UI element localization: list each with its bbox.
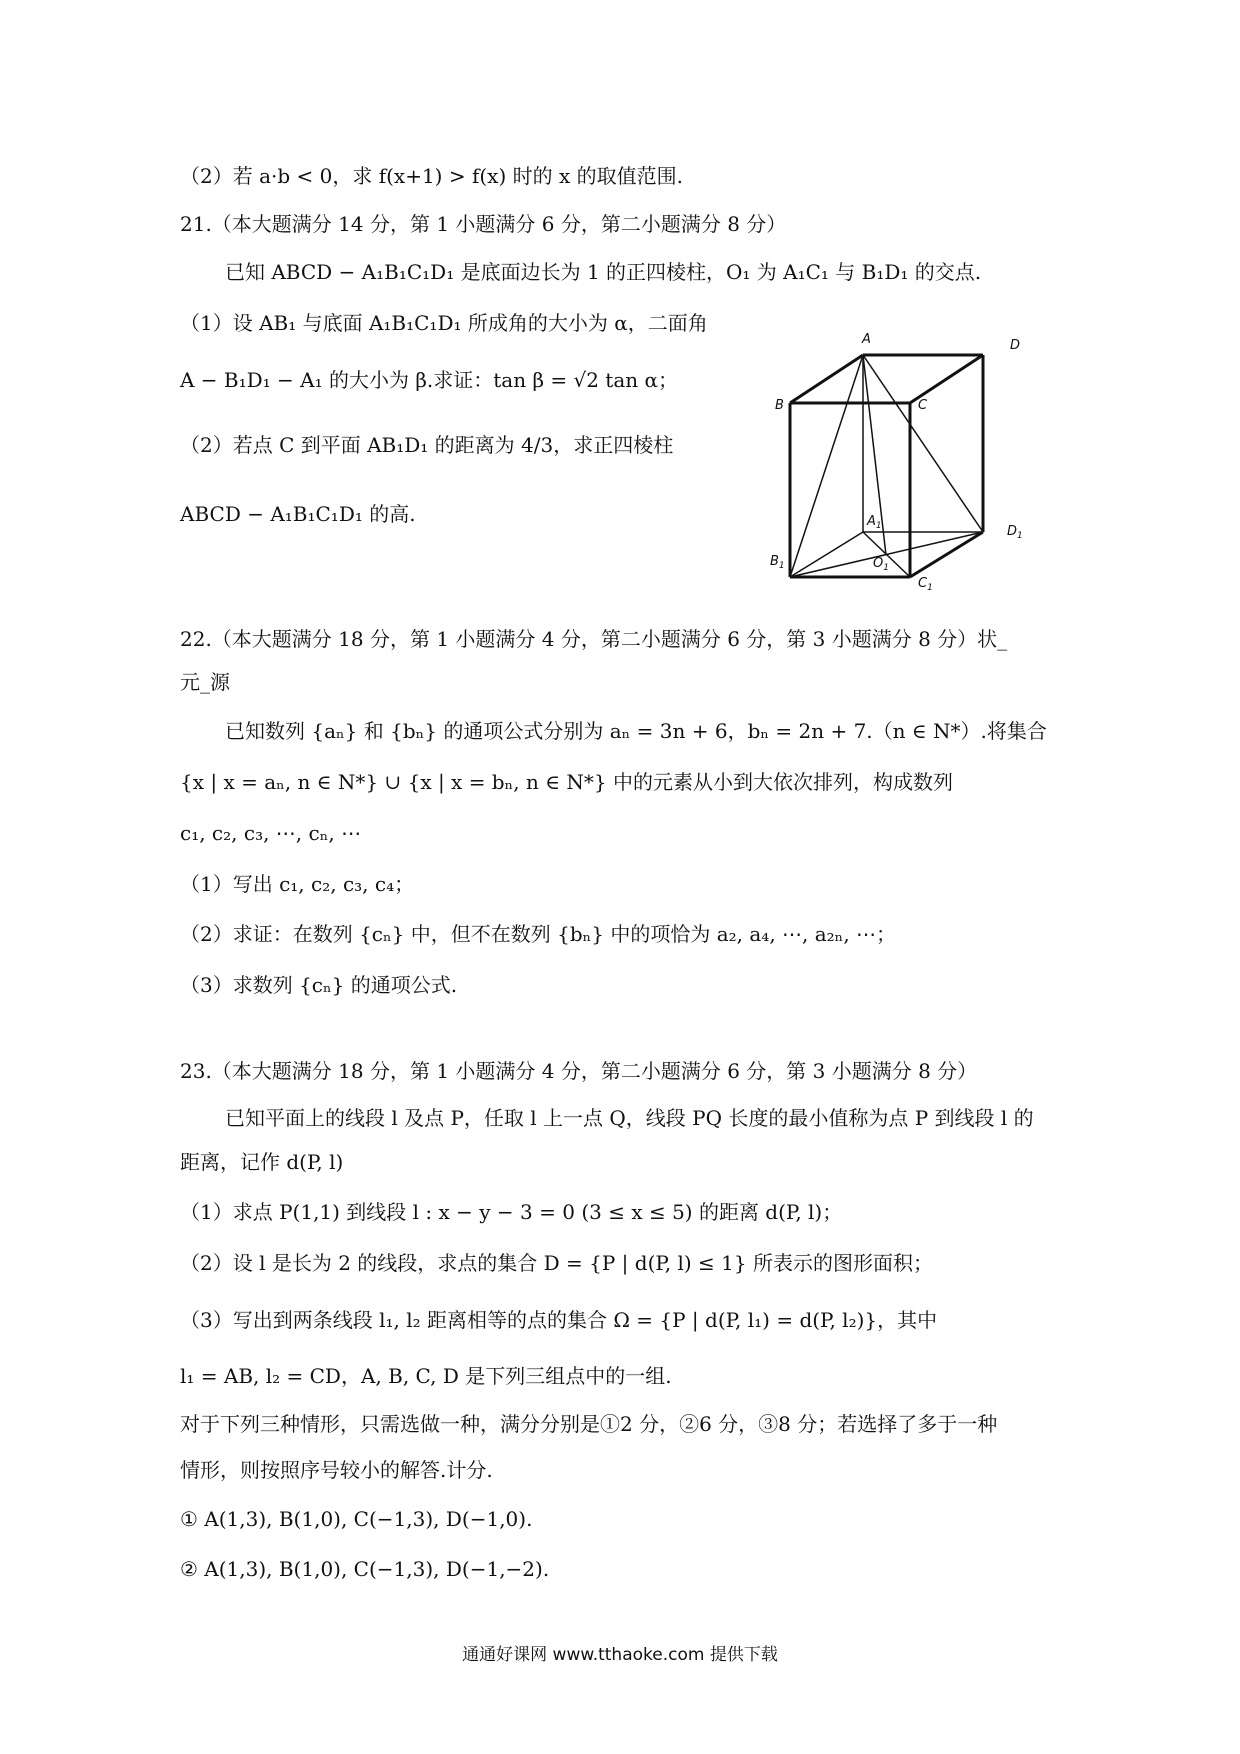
q22-stem-2: {x | x = aₙ, n ∈ N*} ∪ {x | x = bₙ, n ∈ N*} 中的元素从小到大依次排列，构成数列 bbox=[180, 770, 953, 794]
q22-part2: （2）求证：在数列 {cₙ} 中，但不在数列 {bₙ} 中的项恰为 a₂, a₄, ⋯, a₂ₙ, ⋯； bbox=[180, 922, 897, 946]
q23-stem-2: 距离，记作 d(P, l) bbox=[180, 1150, 344, 1174]
label-c1: $C_1$ bbox=[918, 576, 933, 593]
q23-stem-1: 已知平面上的线段 l 及点 P，任取 l 上一点 Q，线段 PQ 长度的最小值称为点 P 到线段 l 的 bbox=[225, 1106, 1034, 1130]
q22-part1: （1）写出 c₁, c₂, c₃, c₄； bbox=[180, 872, 415, 896]
q22-header: 22.（本大题满分 18 分，第 1 小题满分 4 分，第二小题满分 6 分，第 3 小题满分 8 分）状_ bbox=[180, 627, 1008, 651]
label-c: C bbox=[918, 398, 928, 413]
page-footer: 通通好课网 www.tthaoke.com 提供下载 bbox=[462, 1645, 778, 1665]
q21-header: 21.（本大题满分 14 分，第 1 小题满分 6 分，第二小题满分 8 分） bbox=[180, 212, 787, 236]
q22-stem-3: c₁, c₂, c₃, ⋯, cₙ, ⋯ bbox=[180, 821, 362, 845]
q23-part3-b: l₁ = AB, l₂ = CD，A, B, C, D 是下列三组点中的一组. bbox=[180, 1364, 672, 1388]
q23-header: 23.（本大题满分 18 分，第 1 小题满分 4 分，第二小题满分 6 分，第 3 小题满分 8 分） bbox=[180, 1059, 978, 1083]
q21-part1-b: A − B₁D₁ − A₁ 的大小为 β.求证：tan β = √2 tan α； bbox=[180, 368, 679, 392]
q21-part1-a: （1）设 AB₁ 与底面 A₁B₁C₁D₁ 所成角的大小为 α，二面角 bbox=[180, 311, 708, 335]
q23-case-2: ② A(1,3), B(1,0), C(−1,3), D(−1,−2). bbox=[180, 1557, 550, 1581]
q23-part1: （1）求点 P(1,1) 到线段 l : x − y − 3 = 0 (3 ≤ x ≤ 5) 的距离 d(P, l)； bbox=[180, 1200, 843, 1224]
label-a1: $A_1$ bbox=[867, 514, 882, 531]
q22-header-cont: 元_源 bbox=[180, 670, 230, 694]
q23-part3-a: （3）写出到两条线段 l₁, l₂ 距离相等的点的集合 Ω = {P | d(P, l₁) = d(P, l₂)}，其中 bbox=[180, 1308, 938, 1332]
q21-part2-b: ABCD − A₁B₁C₁D₁ 的高. bbox=[180, 502, 416, 526]
q23-case-1: ① A(1,3), B(1,0), C(−1,3), D(−1,0). bbox=[180, 1507, 533, 1531]
q21-part2-a: （2）若点 C 到平面 AB₁D₁ 的距离为 4/3，求正四棱柱 bbox=[180, 433, 674, 457]
q21-stem: 已知 ABCD − A₁B₁C₁D₁ 是底面边长为 1 的正四棱柱，O₁ 为 A₁C₁ 与 B₁D₁ 的交点. bbox=[225, 260, 982, 284]
q23-part2: （2）设 l 是长为 2 的线段，求点的集合 D = {P | d(P, l) ≤ 1} 所表示的图形面积； bbox=[180, 1251, 933, 1275]
q22-stem-1: 已知数列 {aₙ} 和 {bₙ} 的通项公式分别为 aₙ = 3n + 6，bₙ = 2n + 7.（n ∈ N*）.将集合 bbox=[225, 719, 1047, 743]
label-d1: $D_1$ bbox=[1007, 524, 1023, 541]
label-b: B bbox=[775, 398, 784, 413]
q23-note-1: 对于下列三种情形，只需选做一种，满分分别是①2 分，②6 分，③8 分；若选择了多于一种 bbox=[180, 1412, 998, 1436]
label-d: D bbox=[1010, 338, 1021, 353]
label-a: A bbox=[862, 332, 871, 347]
label-o1: $O_1$ bbox=[873, 556, 889, 573]
q23-note-2: 情形，则按照序号较小的解答.计分. bbox=[180, 1458, 493, 1482]
q20-part2: （2）若 a·b < 0，求 f(x+1) > f(x) 时的 x 的取值范围. bbox=[180, 164, 683, 188]
label-b1: $B_1$ bbox=[770, 554, 785, 571]
q22-part3: （3）求数列 {cₙ} 的通项公式. bbox=[180, 973, 458, 997]
prism-figure bbox=[770, 325, 1070, 595]
